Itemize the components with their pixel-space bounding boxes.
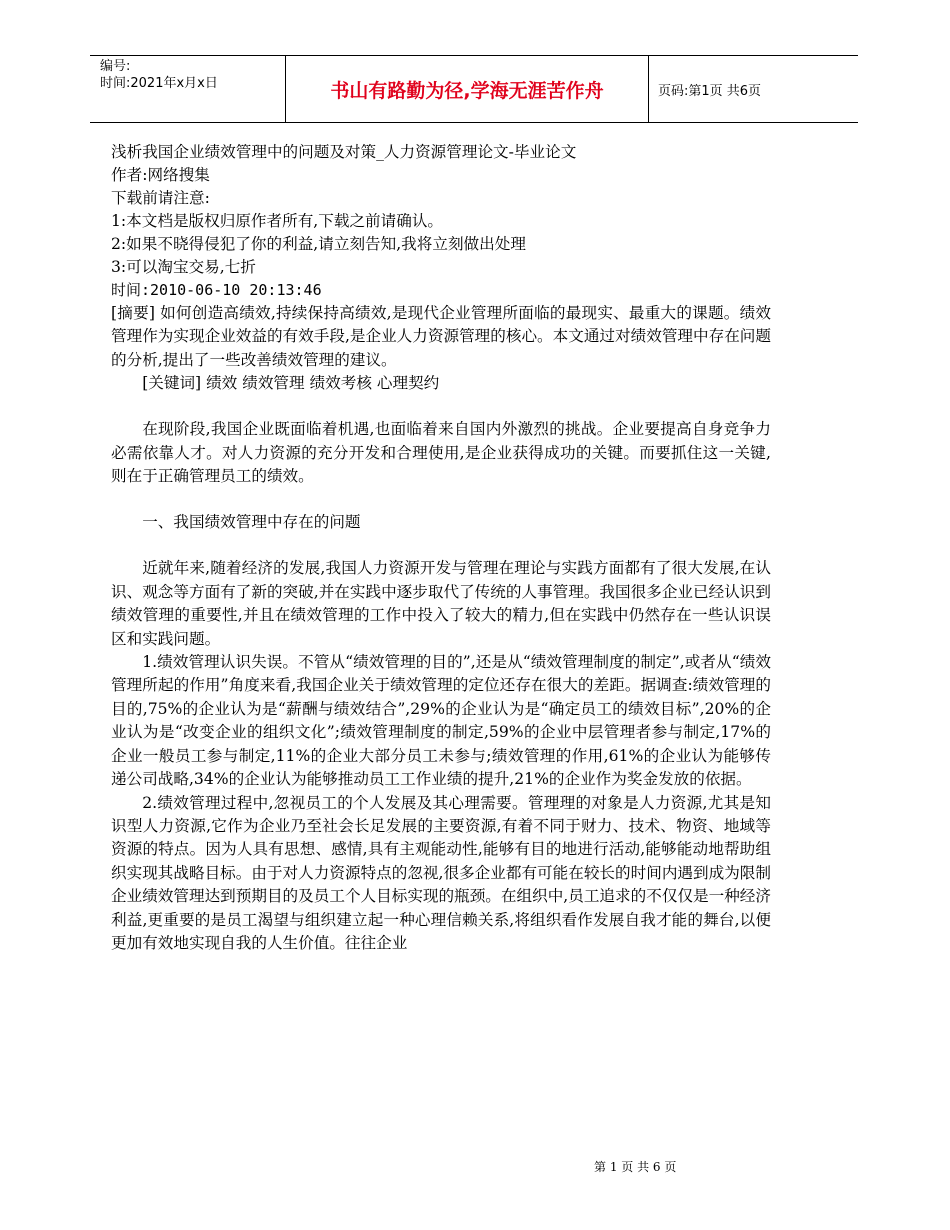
doc-number-label: 编号:: [100, 59, 131, 74]
point-2-paragraph: 2.绩效管理过程中,忽视员工的个人发展及其心理需要。管理理的对象是人力资源,尤其是知识型人力资源,它作为企业乃至社会长足发展的主要资源,有着不同于财力、技术、物资、地域等资源的特点。因为人具有思想、感情,具有主观能动性,能够有目的地进行活动,能够能动地帮助组织实现其战略目标。由于对人力资源特点的忽视,很多企业都有可能在较长的时间内遇到成为限制企业绩效管理达到预期目的及员工个人目标实现的瓶颈。在组织中,员工追求的不仅仅是一种经济利益,更重要的是员工渴望与组织建立起一种心理信赖关系,将组织看作发展自我才能的舞台,以便更加有效地实现自我的人生价值。往往企业: [111, 793, 771, 952]
header-meta-cell: [90, 56, 286, 122]
page-footer: 第 1 页 共 6 页: [594, 1160, 677, 1174]
section-paragraph: 近就年来,随着经济的发展,我国人力资源开发与管理在理论与实践方面都有了很大发展,在认识、观念等方面有了新的突破,并在实践中逐步取代了传统的人事管理。我国很多企业已经认识到绩效管理的重要性,并且在绩效管理的工作中投入了较大的精力,但在实践中仍然存在一些认识误区和实践问题。: [111, 559, 771, 648]
section-heading: 一、我国绩效管理中存在的问题: [142, 513, 361, 532]
point-1-paragraph: 1.绩效管理认识失误。不管从“绩效管理的目的”,还是从“绩效管理制度的制定”,或者从“绩效管理所起的作用”角度来看,我国企业关于绩效管理的定位还存在很大的差距。据调查:绩效管理的目的,75%的企业认为是“薪酬与绩效结合”,29%的企业认为是“确定员工的绩效目标”,20%的企业认为是“改变企业的组织文化”;绩效管理制度的制定,59%的企业中层管理者参与制定,17%的企业一般员工参与制定,11%的企业大部分员工未参与;绩效管理的作用,61%的企业认为能够传递公司战略,34%的企业认为能够推动员工工作业绩的提升,21%的企业作为奖金发放的依据。: [111, 653, 771, 789]
doc-title: 浅析我国企业绩效管理中的问题及对策_人力资源管理论文-毕业论文: [111, 143, 577, 161]
notice-item: 3:可以淘宝交易,七折: [111, 258, 256, 276]
abstract-paragraph: [摘要] 如何创造高绩效,持续保持高绩效,是现代企业管理所面临的最现实、最重大的课题。绩效管理作为实现企业效益的有效手段,是企业人力资源管理的核心。本文通过对绩效管理中存在问题的分析,提出了一些改善绩效管理的建议。: [111, 304, 771, 369]
page-header: [90, 55, 858, 123]
doc-time-label: 时间:2021年x月x日: [100, 76, 218, 91]
document-body: [111, 141, 771, 955]
notice-item: 2:如果不晓得侵犯了你的利益,请立刻告知,我将立刻做出处理: [111, 235, 526, 253]
doc-timestamp: 时间:2010-06-10 20:13:46: [111, 281, 322, 299]
header-page-info: 页码:第1页 共6页: [658, 83, 762, 99]
intro-paragraph: 在现阶段,我国企业既面临着机遇,也面临着来自国内外激烈的挑战。企业要提高自身竞争力必需依靠人才。对人力资源的充分开发和合理使用,是企业获得成功的关键。而要抓住这一关键,则在于正确管理员工的绩效。: [111, 420, 771, 486]
header-motto: 书山有路勤为径,学海无涯苦作舟: [286, 56, 649, 122]
notice-item: 1:本文档是版权归原作者所有,下载之前请确认。: [111, 212, 444, 230]
keywords-line: [关键词] 绩效 绩效管理 绩效考核 心理契约: [142, 374, 440, 393]
doc-author: 作者:网络搜集: [111, 166, 210, 184]
notice-heading: 下载前请注意:: [111, 189, 210, 207]
